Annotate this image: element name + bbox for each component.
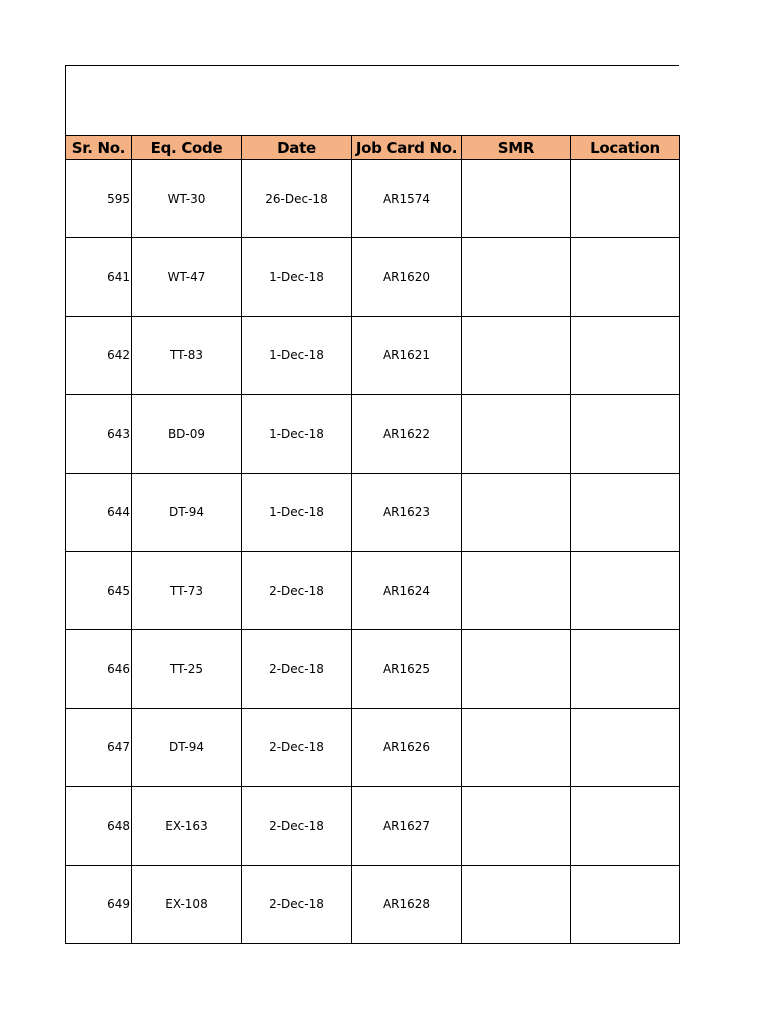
cell-location[interactable]: [571, 238, 680, 316]
cell-date[interactable]: 2-Dec-18: [242, 787, 352, 865]
table-row: [66, 316, 680, 394]
header-eq-code: Eq. Code: [132, 136, 242, 160]
cell-job-card-no[interactable]: AR1625: [352, 630, 462, 708]
table-row: [66, 630, 680, 708]
cell-sr-no[interactable]: 649: [66, 865, 132, 943]
table-row: [66, 160, 680, 238]
cell-job-card-no[interactable]: AR1627: [352, 787, 462, 865]
table-row: [66, 473, 680, 551]
cell-eq-code[interactable]: DT-94: [132, 708, 242, 786]
job-card-sheet: [65, 65, 679, 944]
cell-job-card-no[interactable]: AR1621: [352, 316, 462, 394]
cell-sr-no[interactable]: 646: [66, 630, 132, 708]
cell-job-card-no[interactable]: AR1626: [352, 708, 462, 786]
cell-date[interactable]: 1-Dec-18: [242, 316, 352, 394]
cell-job-card-no[interactable]: AR1622: [352, 395, 462, 473]
cell-location[interactable]: [571, 630, 680, 708]
cell-job-card-no[interactable]: AR1628: [352, 865, 462, 943]
cell-eq-code[interactable]: TT-25: [132, 630, 242, 708]
table-row: [66, 708, 680, 786]
cell-smr[interactable]: [462, 551, 571, 629]
cell-sr-no[interactable]: 644: [66, 473, 132, 551]
header-location: Location: [571, 136, 680, 160]
table-row: [66, 865, 680, 943]
cell-smr[interactable]: [462, 787, 571, 865]
cell-smr[interactable]: [462, 395, 571, 473]
cell-eq-code[interactable]: TT-73: [132, 551, 242, 629]
cell-date[interactable]: 1-Dec-18: [242, 238, 352, 316]
cell-date[interactable]: 26-Dec-18: [242, 160, 352, 238]
table-row: [66, 238, 680, 316]
cell-job-card-no[interactable]: AR1623: [352, 473, 462, 551]
cell-eq-code[interactable]: EX-163: [132, 787, 242, 865]
cell-eq-code[interactable]: WT-47: [132, 238, 242, 316]
cell-date[interactable]: 2-Dec-18: [242, 630, 352, 708]
cell-location[interactable]: [571, 395, 680, 473]
cell-job-card-no[interactable]: AR1624: [352, 551, 462, 629]
cell-date[interactable]: 2-Dec-18: [242, 551, 352, 629]
cell-smr[interactable]: [462, 316, 571, 394]
cell-date[interactable]: 1-Dec-18: [242, 395, 352, 473]
cell-location[interactable]: [571, 708, 680, 786]
title-area: [65, 65, 679, 135]
table-row: [66, 551, 680, 629]
cell-date[interactable]: 2-Dec-18: [242, 865, 352, 943]
cell-smr[interactable]: [462, 865, 571, 943]
header-job-card-no: Job Card No.: [352, 136, 462, 160]
cell-smr[interactable]: [462, 473, 571, 551]
header-smr: SMR: [462, 136, 571, 160]
cell-eq-code[interactable]: BD-09: [132, 395, 242, 473]
cell-eq-code[interactable]: TT-83: [132, 316, 242, 394]
cell-smr[interactable]: [462, 160, 571, 238]
table-body: [66, 160, 680, 944]
cell-sr-no[interactable]: 643: [66, 395, 132, 473]
job-card-table: [65, 135, 680, 944]
cell-smr[interactable]: [462, 630, 571, 708]
cell-location[interactable]: [571, 551, 680, 629]
cell-sr-no[interactable]: 645: [66, 551, 132, 629]
header-sr-no: Sr. No.: [66, 136, 132, 160]
cell-sr-no[interactable]: 595: [66, 160, 132, 238]
cell-smr[interactable]: [462, 238, 571, 316]
cell-location[interactable]: [571, 865, 680, 943]
cell-job-card-no[interactable]: AR1574: [352, 160, 462, 238]
cell-date[interactable]: 2-Dec-18: [242, 708, 352, 786]
cell-sr-no[interactable]: 642: [66, 316, 132, 394]
cell-sr-no[interactable]: 641: [66, 238, 132, 316]
header-row: [66, 136, 680, 160]
cell-date[interactable]: 1-Dec-18: [242, 473, 352, 551]
cell-sr-no[interactable]: 648: [66, 787, 132, 865]
cell-location[interactable]: [571, 160, 680, 238]
table-row: [66, 787, 680, 865]
cell-eq-code[interactable]: WT-30: [132, 160, 242, 238]
cell-location[interactable]: [571, 473, 680, 551]
cell-sr-no[interactable]: 647: [66, 708, 132, 786]
cell-eq-code[interactable]: EX-108: [132, 865, 242, 943]
header-date: Date: [242, 136, 352, 160]
cell-location[interactable]: [571, 787, 680, 865]
table-row: [66, 395, 680, 473]
cell-job-card-no[interactable]: AR1620: [352, 238, 462, 316]
cell-smr[interactable]: [462, 708, 571, 786]
cell-location[interactable]: [571, 316, 680, 394]
cell-eq-code[interactable]: DT-94: [132, 473, 242, 551]
